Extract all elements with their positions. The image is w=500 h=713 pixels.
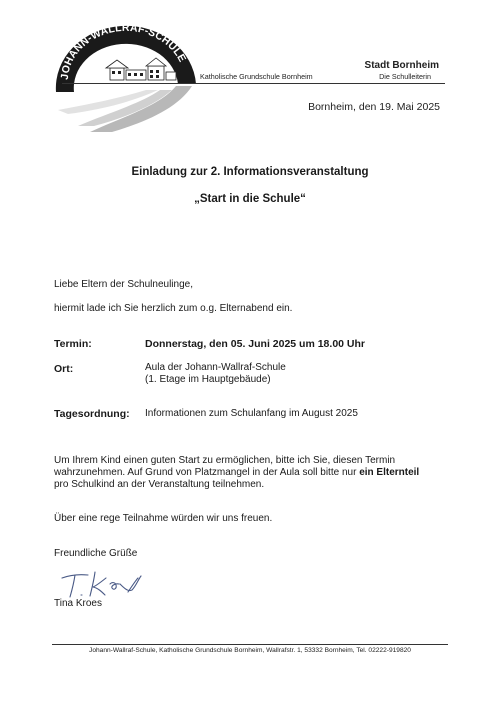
intro-text: hiermit lade ich Sie herzlich zum o.g. Elternabend ein.: [54, 303, 293, 314]
body-line-1: Um Ihrem Kind einen guten Start zu ermöglichen, bitte ich Sie, diesen Termin: [54, 455, 396, 466]
ort-label: Ort:: [54, 363, 74, 375]
footer-address: Johann-Wallraf-Schule, Katholische Grundschule Bornheim, Wallrafstr. 1, 53332 Bornheim, Tel. 02222-919820: [89, 647, 411, 654]
school-name: Katholische Grundschule Bornheim: [200, 72, 313, 81]
body-line-2: [54, 467, 419, 479]
handwritten-signature: [58, 566, 158, 600]
agenda-value: Informationen zum Schulanfang im August 2025: [145, 408, 358, 419]
salutation: Liebe Eltern der Schulneulinge,: [54, 279, 193, 290]
ort-line-2: (1. Etage im Hauptgebäude): [145, 374, 271, 385]
signature-name: Tina Kroes: [54, 598, 102, 609]
body-line-3: pro Schulkind an der Veranstaltung teilnehmen.: [54, 479, 265, 490]
date-line: Bornheim, den 19. Mai 2025: [308, 101, 440, 113]
body-line-2-text: wahrzunehmen. Auf Grund von Platzmangel in der Aula soll bitte nur: [54, 467, 357, 478]
document-title: Einladung zur 2. Informationsveranstaltung: [131, 166, 369, 178]
document-subtitle: „Start in die Schule“: [194, 193, 306, 205]
footer-divider: [52, 644, 448, 645]
closing-wish: Über eine rege Teilnahme würden wir uns freuen.: [54, 513, 273, 524]
body-line-2-bold: ein Elternteil: [359, 467, 420, 478]
greeting: Freundliche Grüße: [54, 548, 138, 559]
school-logo-graphic: [50, 22, 200, 132]
termin-value: Donnerstag, den 05. Juni 2025 um 18.00 Uhr: [145, 338, 365, 350]
role-name: Die Schulleiterin: [379, 72, 431, 81]
ort-line-1: Aula der Johann-Wallraf-Schule: [145, 362, 286, 373]
header-divider: [62, 83, 445, 84]
school-logo: [50, 22, 200, 132]
agenda-label: Tagesordnung:: [54, 408, 130, 420]
logo-text: JOHANN-WALLRAF-SCHULE: [58, 22, 189, 81]
termin-label: Termin:: [54, 338, 92, 350]
city-name: Stadt Bornheim: [364, 60, 439, 71]
